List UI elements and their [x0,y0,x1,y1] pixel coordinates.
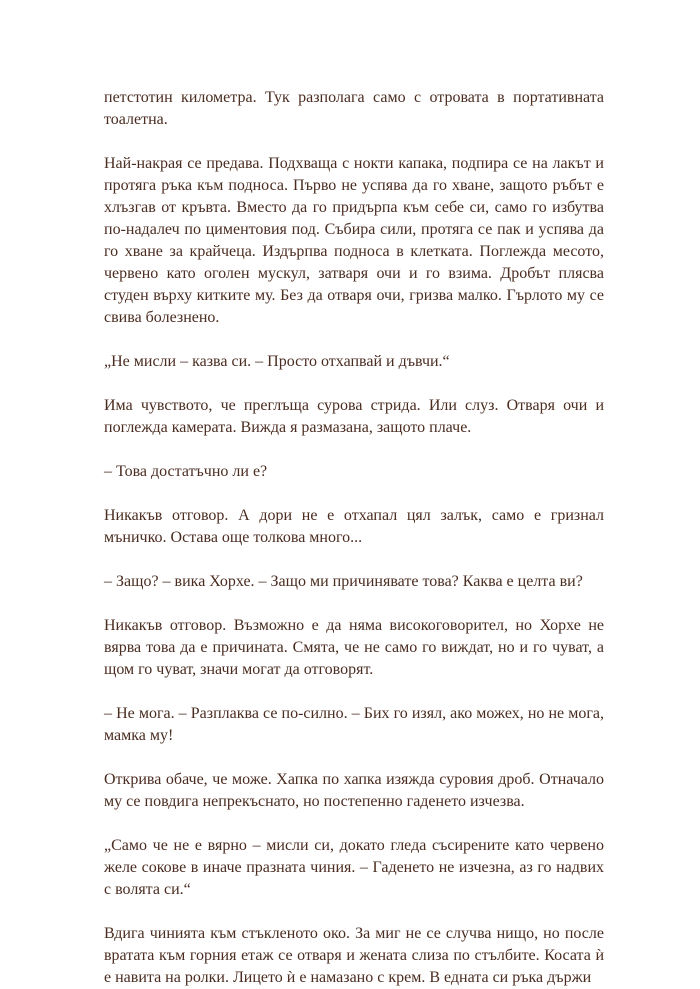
paragraph-11: „Само че не е вярно – мисли си, докато гледа съсирените като червено желе сокове в иначе празната чиния. – Гаденето не изчезна, аз го надвих с волята си.“ [104,837,604,898]
paragraph-10: Открива обаче, че може. Хапка по хапка изяжда суровия дроб. Отначало му се повдига непрекъснато, но постепенно гаденето изчезва. [104,771,604,810]
paragraph-4: Има чувството, че преглъща сурова стрида. Или слуз. Отваря очи и поглежда камерата. Вижда я размазана, защото плаче. [104,397,604,436]
body-text [104,87,604,989]
paragraph-6: Никакъв отговор. А дори не е отхапал цял залък, само е гризнал мъничко. Остава още толкова много... [104,507,604,546]
paragraph-9: – Не мога. – Разплаква се по-силно. – Бих го изял, ако можех, но не мога, мамка му! [104,705,604,744]
paragraph-2: Най-накрая се предава. Подхваща с нокти капака, подпира се на лакът и протяга ръка към подноса. Първо не успява да го хване, защото ръбът е хлъзгав от кръвта. Вместо да го придърпа към себе си, само го избутва по-надалеч по циментовия под. Събира сили, протяга се пак и успява да го хване за крайчеца. Издърпва подноса в клетката. Поглежда месото, червено като оголен мускул, затваря очи и го взима. Дробът плясва студен върху китките му. Без да отваря очи, гризва малко. Гърлото му се свива болезнено. [104,155,604,326]
paragraph-1: петстотин километра. Тук разполага само с отровата в портативната тоалетна. [104,89,604,128]
paragraph-5: – Това достатъчно ли е? [104,463,268,480]
paragraph-3: „Не мисли – казва си. – Просто отхапвай и дъвчи.“ [104,353,450,370]
paragraph-7: – Защо? – вика Хорхе. – Защо ми причинявате това? Каква е целта ви? [104,573,583,590]
paragraph-12: Вдига чинията към стъкленото око. За миг не се случва нищо, но после вратата към горния етаж се отваря и жената слиза по стълбите. Косата ѝ е навита на ролки. Лицето ѝ е намазано с крем. В едната си ръка държи [104,925,604,986]
paragraph-8: Никакъв отговор. Възможно е да няма високоговорител, но Хорхе не вярва това да е причината. Смята, че не само го виждат, но и го чуват, а щом го чуват, значи могат да отговорят. [104,617,604,678]
